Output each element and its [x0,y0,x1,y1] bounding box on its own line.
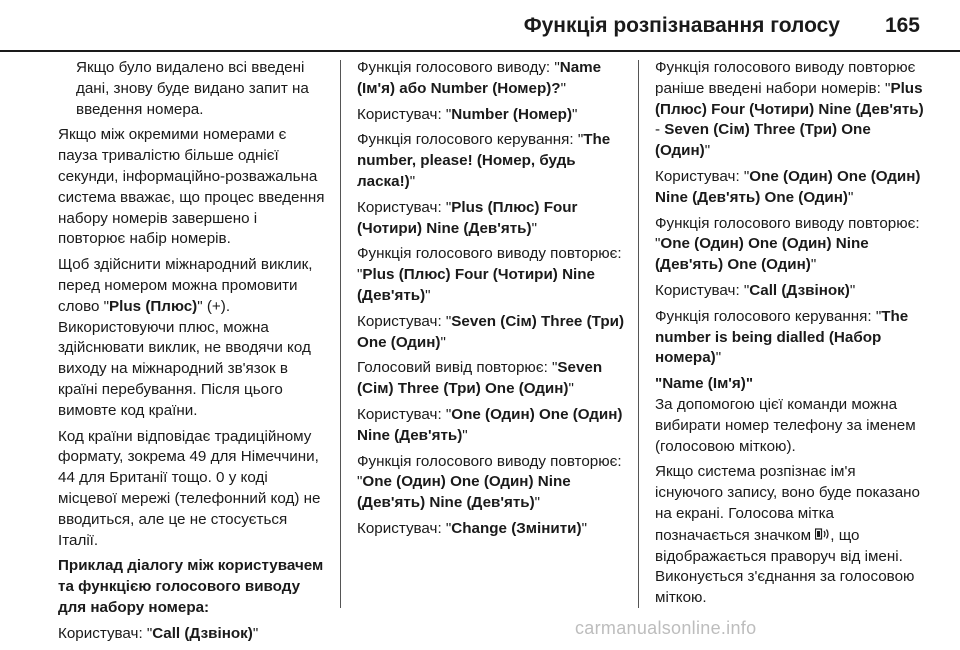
voice-tag-icon [815,525,830,546]
text: " [847,188,854,206]
command-text: Seven (Сім) Three (Три) One (Один) [357,312,625,351]
text: Щоб здійснити міжнародний виклик, перед номером можна промовити слово " [58,256,313,315]
command-text: Plus (Плюс) Four (Чотири) Nine (Дев'ять) [655,79,924,118]
paragraph [655,462,925,609]
section-heading: Приклад діалогу між користувачем та функцією голосового виводу для набору номера: [58,557,324,616]
text: " [534,494,541,512]
command-text: Plus (Плюс) Four (Чотири) Nine (Дев'ять) [357,266,595,304]
speaker: Функція голосового виводу повторює: " [655,214,920,253]
text: " [531,219,537,237]
speaker: Голосовий вивід повторює: " [357,359,558,377]
speaker: Користувач: " [357,405,452,423]
page-header [0,0,960,52]
speaker: Користувач: " [58,624,153,642]
text: " [560,79,566,97]
command-text: Plus (Плюс) Four (Чотири) Nine (Дев'ять) [357,198,578,237]
command-text: One (Один) One (Один) Nine (Дев'ять) One (Один) [655,167,921,206]
paragraph: Якщо було видалено всі введені дані, знову буде видано запит на введення номера. [76,59,309,118]
command-text: The number, please! (Номер, будь ласка!) [357,131,611,190]
dialog-line [357,130,627,192]
dialog-line [357,244,627,306]
text: " [715,349,722,367]
dialog-line [357,312,627,354]
text: " (+). Використовуючи плюс, можна здійснювати виклик, не вводячи код виходу на міжнародний зв'язок в країні перебування. Після цього вимовте код країни. [58,297,311,419]
text: " [810,256,817,274]
command-text: One (Один) One (Один) Nine (Дев'ять) One (Один) [655,235,869,274]
text: " [572,105,578,123]
speaker: Функція голосового виводу повторює раніше введені набори номерів: " [655,59,916,97]
dialog-line [357,358,627,400]
text: " [568,380,574,398]
speaker: Користувач: " [357,519,452,537]
speaker: Користувач: " [655,281,750,299]
speaker: Користувач: " [357,312,452,330]
text: " [849,281,856,299]
command-text: Call (Дзвінок) [749,281,850,299]
column-divider [340,60,341,608]
column-right [655,58,925,614]
watermark: carmanualsonline.info [575,618,757,638]
paragraph: За допомогою цієї команди можна вибирати номер телефону за іменем (голосовою міткою). [655,395,916,455]
command-text: Seven (Сім) Three (Три) One (Один) [655,121,871,160]
paragraph [58,255,328,421]
speaker: Користувач: " [357,105,452,123]
speaker: Функція голосового виводу повторює: " [357,452,622,491]
speaker: Користувач: " [357,198,452,216]
text: , що відображається праворуч від імені. Виконується з'єднання за голосовою міткою. [655,526,915,607]
page-number: 165 [884,14,920,37]
section-heading: "Name (Ім'я)" [655,375,754,393]
dialog-line [655,281,925,302]
command-text: One (Один) One (Один) Nine (Дев'ять) [357,405,623,444]
text: " [462,426,468,444]
paragraph: Код країни відповідає традиційному формату, зокрема 49 для Німеччини, 44 для Британії тощо. 0 у коді місцевої мережі (телефонний код) не вводиться, але це не стосується Італії. [58,427,321,549]
text: Якщо система розпізнає ім'я існуючого запису, воно буде показано на екрані. Голосова мітка позначається значком [655,463,921,544]
command-text: Plus (Плюс) [109,297,198,315]
command-text: Name (Ім'я) або Number (Номер)? [357,59,602,97]
dialog-line [357,105,627,126]
speaker: Функція голосового керування: " [655,307,882,325]
text: " [409,172,416,190]
command-text: The number is being dialled (Набор номера) [655,307,909,367]
command-text: One (Один) One (Один) Nine (Дев'ять) Nine (Дев'ять) [357,473,571,512]
text: " [440,333,446,351]
column-divider [638,60,639,608]
dialog-line [357,452,627,514]
page-title: Функція розпізнавання голосу [523,14,840,37]
command-text: Change (Змінити) [451,519,582,537]
dialog-line [357,58,627,100]
column-middle [357,58,627,545]
command-text: Call (Дзвінок) [152,624,253,642]
command-text: Number (Номер) [451,105,573,123]
speaker: Функція голосового виводу повторює: " [357,245,622,284]
header-rule [0,50,960,52]
text: " [581,519,587,537]
command-text: Seven (Сім) Three (Три) One (Один) [357,359,603,398]
dialog-line [357,519,627,540]
dialog-line [655,307,925,369]
text: - [655,121,665,139]
speaker: Користувач: " [655,167,750,185]
dialog-line [655,58,925,162]
dialog-line [58,624,328,645]
dialog-line [357,198,627,240]
dialog-line [655,167,925,209]
speaker: Функція голосового виводу: " [357,59,560,76]
dialog-line [357,405,627,447]
speaker: Функція голосового керування: " [357,131,584,149]
text: " [704,142,711,160]
dialog-line [655,214,925,276]
text: " [425,286,431,304]
column-left [58,58,328,650]
text: " [252,624,259,642]
paragraph: Якщо між окремими номерами є пауза тривалістю більше однієї секунди, інформаційно-розважальна система вважає, що процес введення набору номерів завершено і повторює набір номерів. [58,126,325,248]
